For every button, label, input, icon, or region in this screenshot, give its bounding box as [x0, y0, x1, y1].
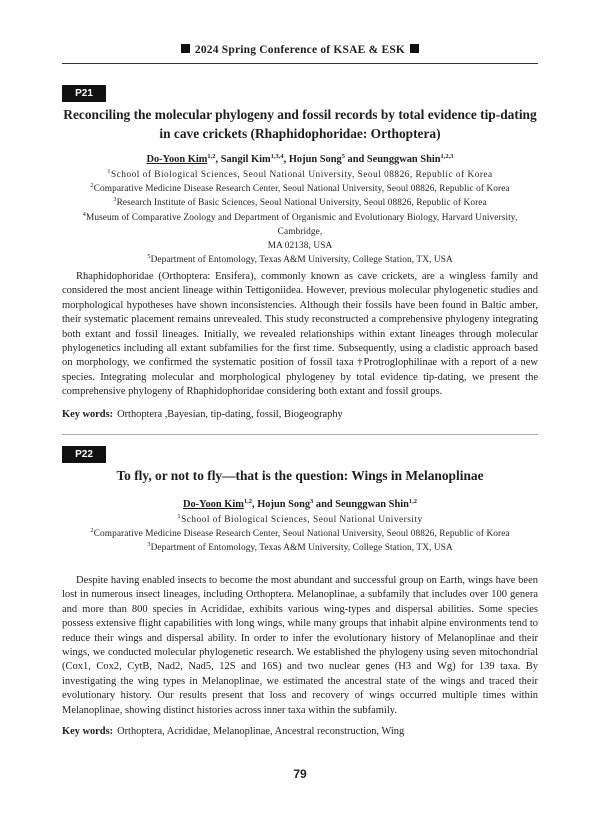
affiliation: $^2$Comparative Medicine Disease Research Center, Seoul National University, Seoul 08826, Republic of Korea [90, 182, 510, 195]
presenting-author: Do-Yoon Kim [182, 499, 244, 510]
author-affiliation-mark: 1,3,4 [270, 153, 284, 160]
author-name: Hojun Song [257, 499, 311, 510]
affiliation: $^4$Museum of Comparative Zoology and Department of Organismic and Evolutionary Biology, Harvard University, Cambridge, [82, 210, 518, 237]
author-name: Sangil Kim [220, 154, 271, 165]
author-list [62, 498, 538, 512]
title-line: in cave crickets (Rhaphidophoridae: Orthoptera) [159, 126, 441, 141]
affiliation-list [62, 513, 538, 556]
abstract-code-badge: P21 [62, 85, 106, 102]
title-line: To fly, or not to fly—that is the question: Wings in Melanoplinae [116, 468, 484, 483]
affiliation: $^2$Comparative Medicine Disease Research Center, Seoul National University, Seoul 08826, Republic of Korea [90, 527, 510, 540]
keywords-label: Key words: [62, 726, 114, 737]
running-head-text: 2024 Spring Conference of KSAE & ESK [194, 44, 406, 56]
page-number: 79 [293, 767, 307, 781]
affiliation: MA 02138, USA [267, 241, 333, 252]
keywords [62, 408, 538, 422]
abstract-code-badge: P22 [62, 446, 106, 463]
keywords [62, 725, 538, 739]
keywords-text: Orthoptera ,Bayesian, tip-dating, fossil, Biogeography [117, 409, 343, 420]
keywords-text: Orthoptera, Acrididae, Melanoplinae, Ancestral reconstruction, Wing [117, 726, 405, 737]
author-separator: , [252, 499, 258, 510]
author-affiliation-mark: 1,2 [207, 153, 216, 160]
affiliation: $^3$Department of Entomology, Texas A&M University, College Station, TX, USA [147, 541, 453, 554]
author-separator: and [344, 154, 367, 165]
abstract-body: Rhaphidophoridae (Orthoptera: Ensifera), commonly known as cave crickets, are a wingless family and considered the most ancient lineage within Tettigoniidea. However, previous molecular phylogenetic studies and morphological hypotheses have shown inconsistencies. Although their fossils have been found in Baltic amber, their systematic placement remains unrevealed. This study reconstructed a comprehensive phylogeny integrating both extant and fossil lineages. Initially, we revealed relationships within extant lineages through molecular phylogenetics including all extant subfamilies for the first time. Subsequently, using a cladistic approach based on morphology, we confirmed the systematic position of fossil taxa †Protroglophilinae with a report of a new species. Integrating molecular and morphological phylogeney by total evidence tip-dating, we present the comprehensive phylogeny of Rhaphidophoridae considering both extant and fossil groups. [62, 271, 538, 398]
author-separator: , [283, 154, 289, 165]
author-affiliation-mark: 1,2 [243, 498, 252, 505]
author-affiliation-mark: 5 [341, 153, 345, 160]
square-bullet-icon [181, 44, 190, 53]
affiliation: $^3$Research Institute of Basic Sciences, Seoul National University, Seoul 08826, Republic of Korea [113, 196, 487, 209]
presenting-author: Do-Yoon Kim [146, 154, 208, 165]
abstract-title [62, 466, 538, 485]
section-divider [62, 434, 538, 435]
author-separator: , [215, 154, 221, 165]
author-affiliation-mark: 1,2 [408, 498, 418, 505]
affiliation: $^5$Department of Entomology, Texas A&M University, College Station, TX, USA [147, 253, 453, 266]
author-name: Hojun Song [288, 154, 342, 165]
affiliation: $^1$School of Biological Sciences, Seoul National University, Seoul 08826, Republic of Korea [107, 168, 493, 180]
author-list [62, 153, 538, 167]
header-rule [62, 63, 538, 64]
author-affiliation-mark: 1,2,3 [440, 153, 454, 160]
affiliation: $^1$School of Biological Sciences, Seoul National University [177, 513, 423, 525]
affiliation-list [62, 168, 538, 267]
author-name: Seunggwan Shin [335, 499, 409, 510]
square-bullet-icon [410, 44, 419, 53]
running-head [0, 44, 600, 56]
author-name: Seunggwan Shin [366, 154, 441, 165]
title-line: Reconciling the molecular phylogeny and fossil records by total evidence tip-dating [63, 107, 537, 122]
abstract-body: Despite having enabled insects to become the most abundant and successful group on Earth, wings have been lost in numerous insect lineages, including Orthoptera. Melanoplinae, a subfamily that includes over 100 genera and more than 800 species in Acrididae, exhibits various wing-types and dispersal abilities. Some species possess extensive flight capabilities with long wings, while many groups that inhabit alpine environments tend to reduce their wings and dispersal ability. In order to infer the evolutionary history of Melanoplinae and their wings, we conducted molecular phylogenetic research. We established the phylogeny using seven mitochondrial (Cox1, Cox2, CytB, Nad2, Nad5, 12S and 16S) and two nuclear genes (H3 and Wg) for 139 taxa. By investigating the wing types in Melanoplinae, we estimated the ancestral state of the wings and traced their evolutionary history. Our results present that loss and recovery of wings occurred multiple times within Melanoplinae, showing distinct histories across inner taxa within the subfamily. [62, 575, 538, 716]
keywords-label: Key words: [62, 409, 114, 420]
author-affiliation-mark: 3 [310, 498, 314, 505]
abstract-title [62, 105, 538, 143]
author-separator: and [313, 499, 336, 510]
